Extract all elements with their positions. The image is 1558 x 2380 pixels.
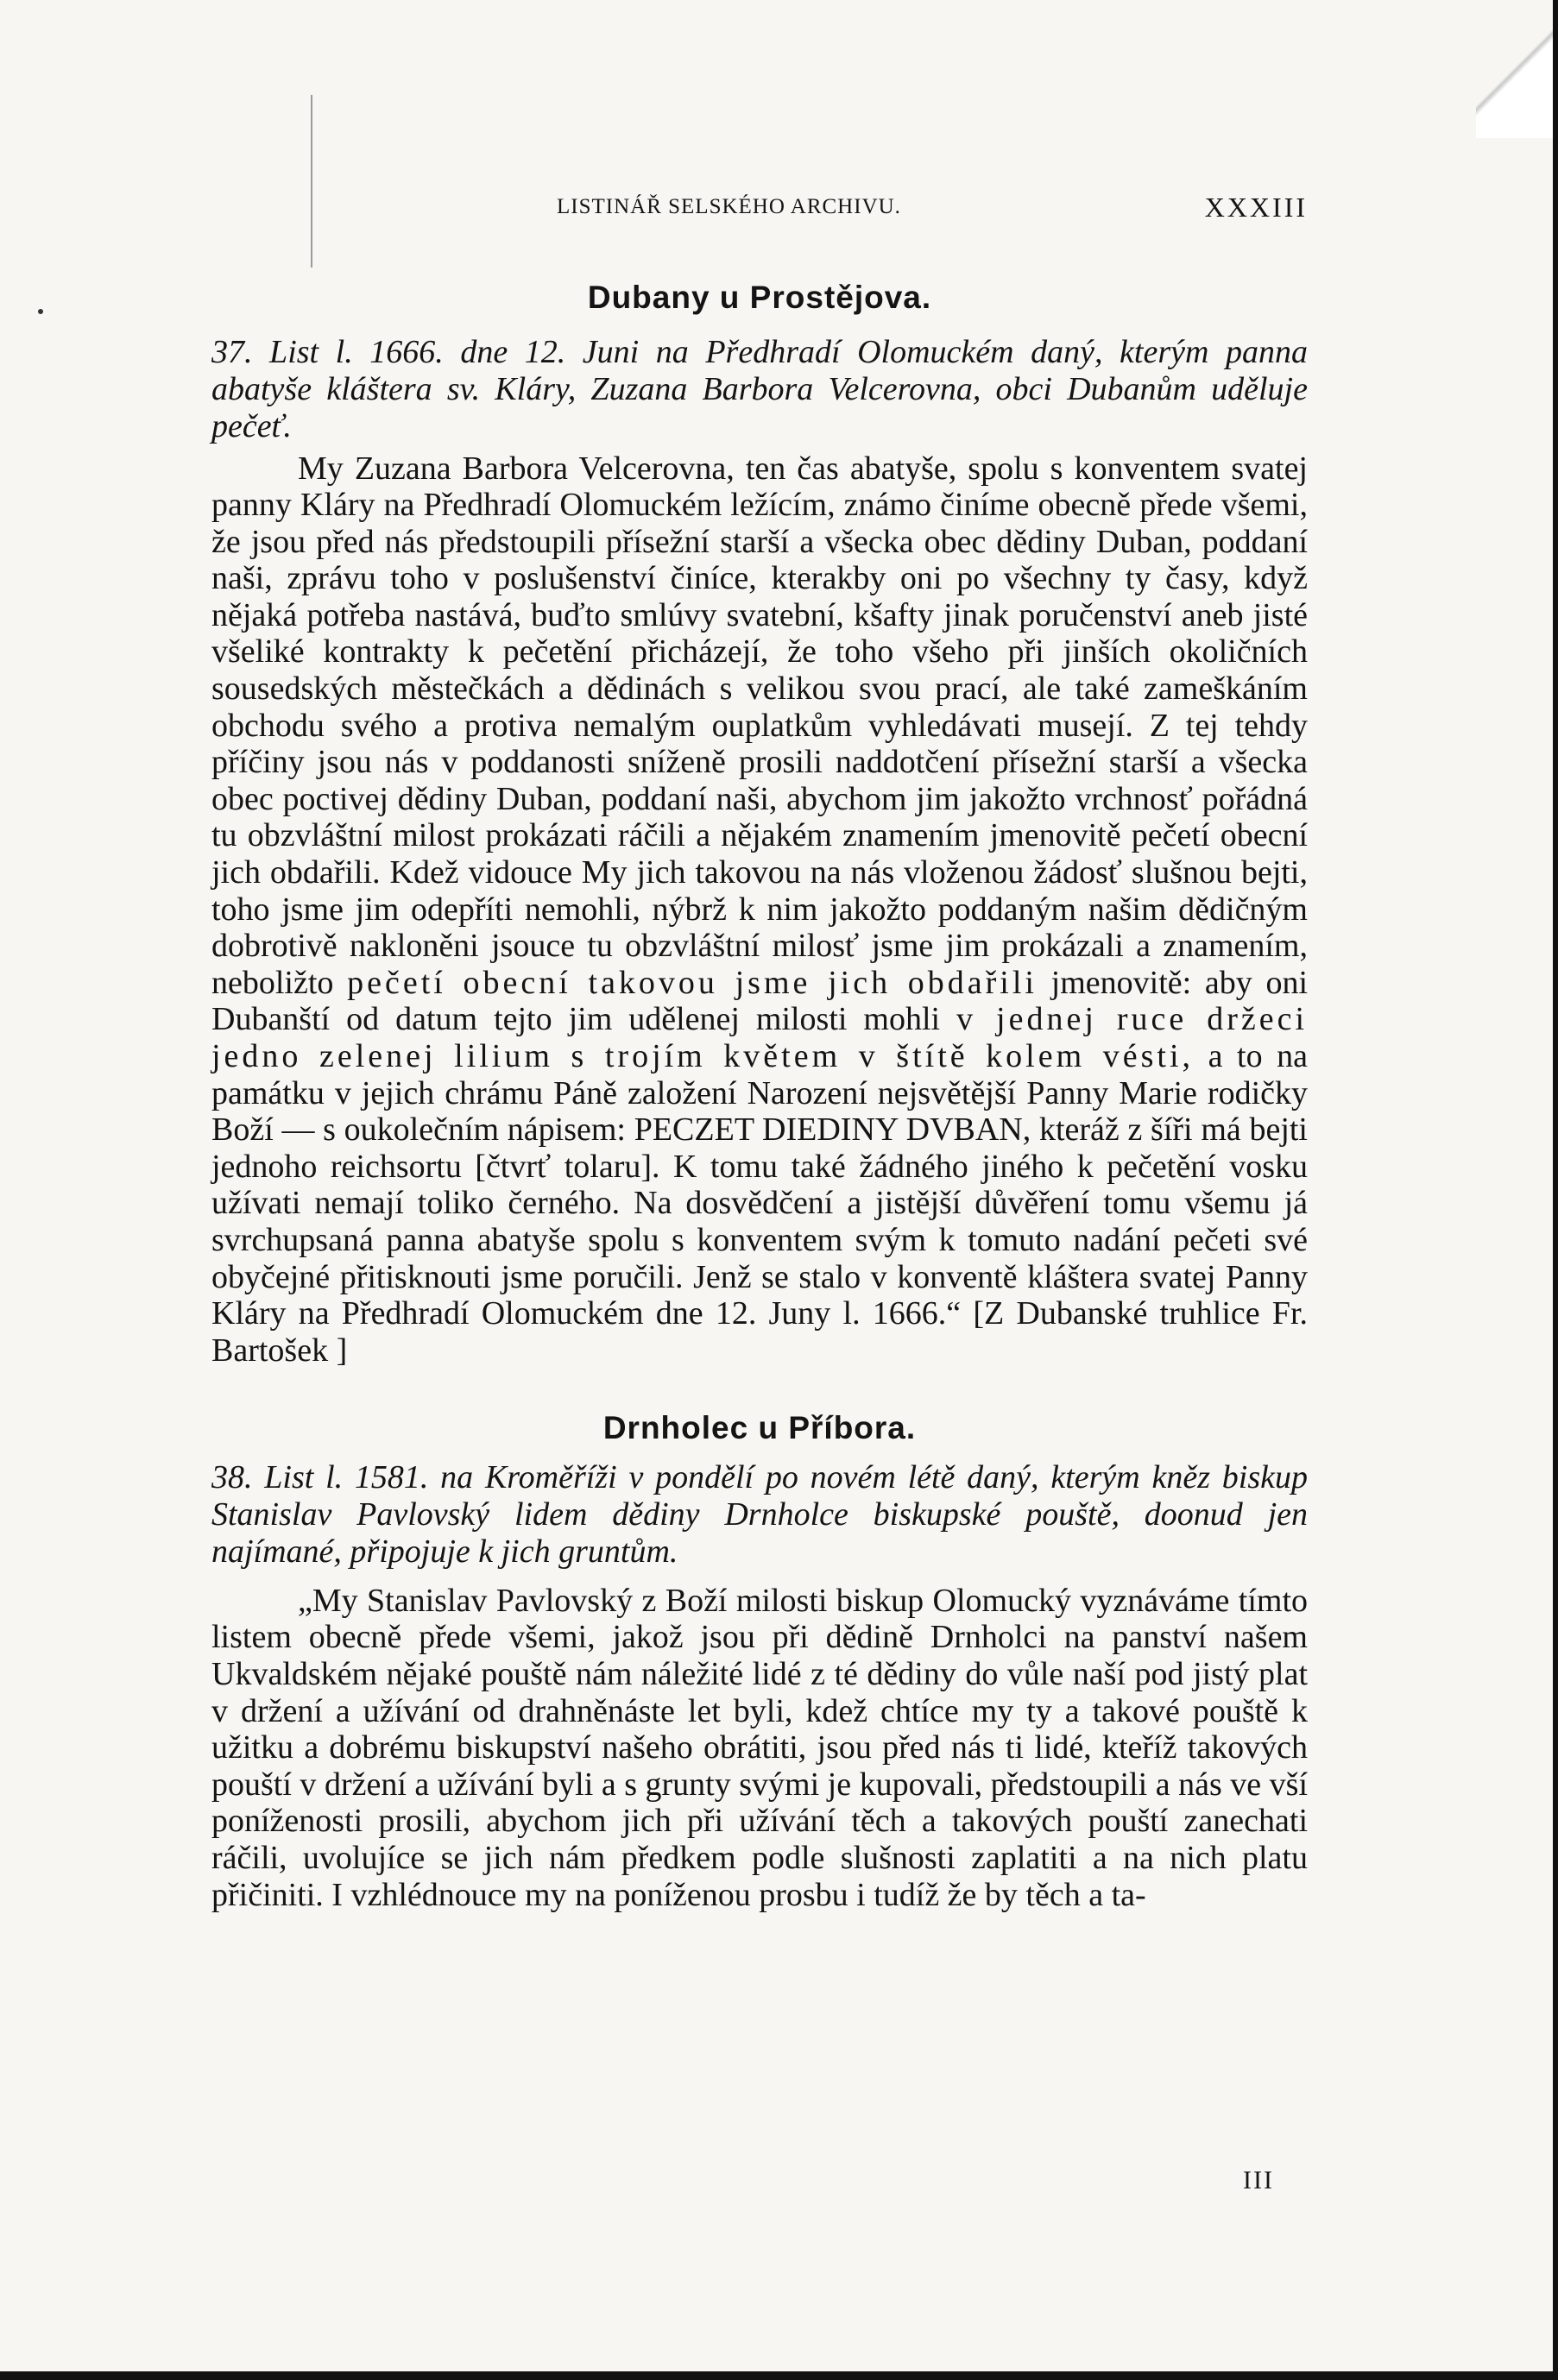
- document-regest: 37. List l. 1666. dne 12. Juni na Předhradí Olomuckém daný, kterým panna abatyše kláštera sv. Kláry, Zuzana Barbora Velcerovna, obci Dubanům uděluje pečeť.: [211, 333, 1308, 444]
- body-text: [211, 242, 1308, 1913]
- spaced-text: pečetí obecní takovou jsme jich obdařili: [347, 964, 1038, 1001]
- page-number: XXXIII: [1204, 192, 1308, 223]
- spaced-text: v jednej ruce držeci jedno zelenej lilium s trojím květem v štítě kolem vésti,: [211, 1001, 1309, 1074]
- page-edge-bottom: [0, 2371, 1558, 2380]
- section-title: Dubany u Prostějova.: [587, 280, 932, 315]
- document-text: [211, 450, 1308, 1369]
- document-text: „My Stanislav Pavlovský z Boží milosti biskup Olomucký vyznáváme tímto listem obecně přede všemi, jakož jsou při dědině Drnholci na panství našem Ukvaldském nějaké pouště nám náležité lidé z té dědiny do vůle naší pod jistý plat v držení a užívání od drahněnáste let byli, kdež chtíce my ty a takové pouště k užitku a dobrému biskupství našeho obrátiti, jsou před nás ti lidé, kteříž takových pouští v držení a užívání byli a s grunty svými je kupovali, předstoupili a nás ve vší poníženosti prosili, abychom jich při užívání těch a takových pouští zanechati ráčili, uvolujíce se jich nám předkem podle slušnosti zaplatiti a na nich platu přičiniti. I vzhlédnouce my na poníženou prosbu i tudíž že by těch a ta-: [211, 1582, 1308, 1913]
- text-segment: jmenovitě: aby oni Dubanští od datum tejto jim udělenej milosti mohli: [211, 964, 1309, 1038]
- page-corner-fold: [1476, 0, 1558, 138]
- scan-artifact-dot: [38, 309, 43, 314]
- running-head: [211, 192, 1308, 230]
- document-regest: 38. List l. 1581. na Kroměříži v pondělí po novém létě daný, kterým kněz biskup Stanislav Pavlovský lidem dědiny Drnholce biskupské pouště, doonud jen najímané, připojuje k jich gruntům.: [211, 1458, 1308, 1570]
- text-segment: a to na památku v jejich chrámu Páně založení Narození nejsvětější Panny Marie rodičky Boží — s oukolečním nápisem: PECZET DIEDINY DVBAN, kteráž z šíři má bejti jednoho reichsortu [čtvrť tolaru]. K tomu také žádného jiného k pečetění vosku užívati nemají toliko černého. Na dosvědčení a jistější důvěření tomu všemu já svrchupsaná panna abatyše spolu s konventem svým k tomuto nadání pečeti své obyčejné přitisknouti jsme poručili. Jenž se stalo v konventě kláštera svatej Panny Kláry na Předhradí Olomuckém dne 12. Juny l. 1666.“ [Z Dubanské truhlice Fr. Bartošek ]: [211, 1038, 1309, 1369]
- sheet-signature: III: [1243, 2166, 1274, 2194]
- text-segment: My Zuzana Barbora Velcerovna, ten čas abatyše, spolu s konventem svatej panny Kláry na Předhradí Olomuckém ležícím, známo činíme obecně přede všemi, že jsou před nás předstoupili přísežní starší a všecka obec dědiny Duban, poddaní naši, zprávu toho v poslušenství činíce, kterakby oni po všechny ty časy, když nějaká potřeba nastává, buďto smlúvy svatební, kšafty jinak poručenství aneb jisté všeliké kontrakty k pečetění přicházejí, že toho všeho při jinších okoličních sousedských městečkách a dědinách s velikou svou prací, ale také zameškáním obchodu svého a protiva nemalým ouplatkům vyhledávati musejí. Z tej tehdy příčiny jsou nás v poddanosti sníženě prosili naddotčení přísežní starší a všecka obec poctivej dědiny Duban, poddaní naši, abychom jim jakožto vrchnosť pořádná tu obzvláštní milost prokázati ráčili a nějakém znamením jmenovitě pečetí obecní jich obdařili. Kdež vidouce My jich takovou na nás vloženou žádosť slušnou bejti, toho jsme jim odepříti nemohli, nýbrž k nim jakožto poddaným našim dědičným dobrotivě nakloněni jsouce tu obzvláštní milosť jsme jim prokázali a znamením, neboližto: [211, 450, 1308, 1001]
- running-title: LISTINÁŘ SELSKÉHO ARCHIVU.: [557, 195, 901, 218]
- page-edge-right: [1553, 0, 1558, 2380]
- section-title: Drnholec u Příbora.: [602, 1410, 917, 1446]
